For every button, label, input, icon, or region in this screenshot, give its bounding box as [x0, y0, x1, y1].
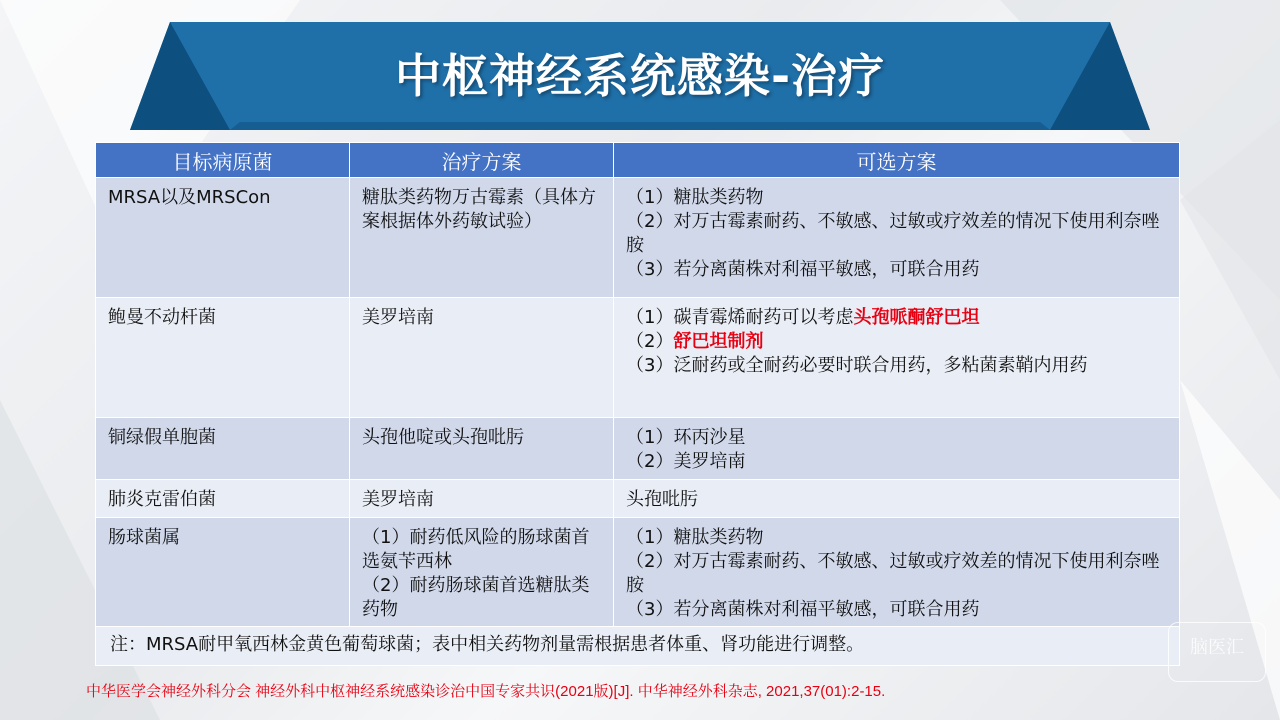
pathogen-cell: 铜绿假单胞菌	[96, 418, 350, 480]
table-row	[96, 480, 1180, 518]
options-cell	[614, 518, 1180, 627]
highlight-drug: 头孢哌酮舒巴坦	[853, 307, 980, 328]
option-line: （2）对万古霉素耐药、不敏感、过敏或疗效差的情况下使用利奈唑胺	[626, 211, 1160, 256]
table-row	[96, 178, 1180, 298]
table-row	[96, 298, 1180, 418]
pathogen-cell: 肺炎克雷伯菌	[96, 480, 350, 518]
treatment-text: （1）耐药低风险的肠球菌首选氨苄西林	[362, 527, 590, 572]
treatment-cell	[350, 518, 614, 627]
treatment-cell	[350, 178, 614, 298]
treatment-text: 糖肽类药物万古霉素（具体方案根据体外药敏试验）	[362, 187, 596, 232]
table-row	[96, 518, 1180, 627]
pathogen-cell: 肠球菌属	[96, 518, 350, 627]
header-treatment: 治疗方案	[350, 143, 614, 178]
option-line: （1）环丙沙星	[626, 427, 746, 448]
treatment-text: 美罗培南	[362, 489, 434, 510]
pathogen-cell: 鲍曼不动杆菌	[96, 298, 350, 418]
reference-citation: 中华医学会神经外科分会 神经外科中枢神经系统感染诊治中国专家共识(2021版)[J]. 中华神经外科杂志, 2021,37(01):2-15.	[86, 683, 886, 700]
option-line: （1）糖肽类药物	[626, 527, 764, 548]
option-line: （3）若分离菌株对利福平敏感，可联合用药	[626, 259, 980, 280]
header-options: 可选方案	[614, 143, 1180, 178]
table-row	[96, 418, 1180, 480]
option-line: （2）舒巴坦制剂	[626, 331, 764, 352]
treatment-text: 美罗培南	[362, 307, 434, 328]
table-note-row	[96, 627, 1180, 666]
options-cell	[614, 178, 1180, 298]
table-header-row	[96, 143, 1180, 178]
treatment-text: 头孢他啶或头孢吡肟	[362, 427, 524, 448]
header-pathogen: 目标病原菌	[96, 143, 350, 178]
table-note: 注：MRSA耐甲氧西林金黄色葡萄球菌；表中相关药物剂量需根据患者体重、肾功能进行调整。	[96, 627, 1180, 666]
options-cell	[614, 480, 1180, 518]
treatment-table	[95, 142, 1180, 666]
pathogen-cell: MRSA以及MRSCon	[96, 178, 350, 298]
option-line: （2）美罗培南	[626, 451, 746, 472]
page-title: 中枢神经系统感染-治疗	[394, 49, 886, 103]
treatment-cell	[350, 298, 614, 418]
option-line: （2）对万古霉素耐药、不敏感、过敏或疗效差的情况下使用利奈唑胺	[626, 551, 1160, 596]
treatment-cell	[350, 418, 614, 480]
treatment-cell	[350, 480, 614, 518]
option-line: 头孢吡肟	[626, 489, 698, 510]
option-line: （1）碳青霉烯耐药可以考虑头孢哌酮舒巴坦	[626, 307, 980, 328]
highlight-drug: 舒巴坦制剂	[673, 331, 764, 352]
option-line: （3）泛耐药或全耐药必要时联合用药，多粘菌素鞘内用药	[626, 355, 1088, 376]
options-cell	[614, 418, 1180, 480]
option-line: （1）糖肽类药物	[626, 187, 764, 208]
options-cell	[614, 298, 1180, 418]
option-line: （3）若分离菌株对利福平敏感，可联合用药	[626, 599, 980, 620]
treatment-text: （2）耐药肠球菌首选糖肽类药物	[362, 575, 590, 620]
watermark-logo: 脑医汇	[1168, 622, 1266, 682]
